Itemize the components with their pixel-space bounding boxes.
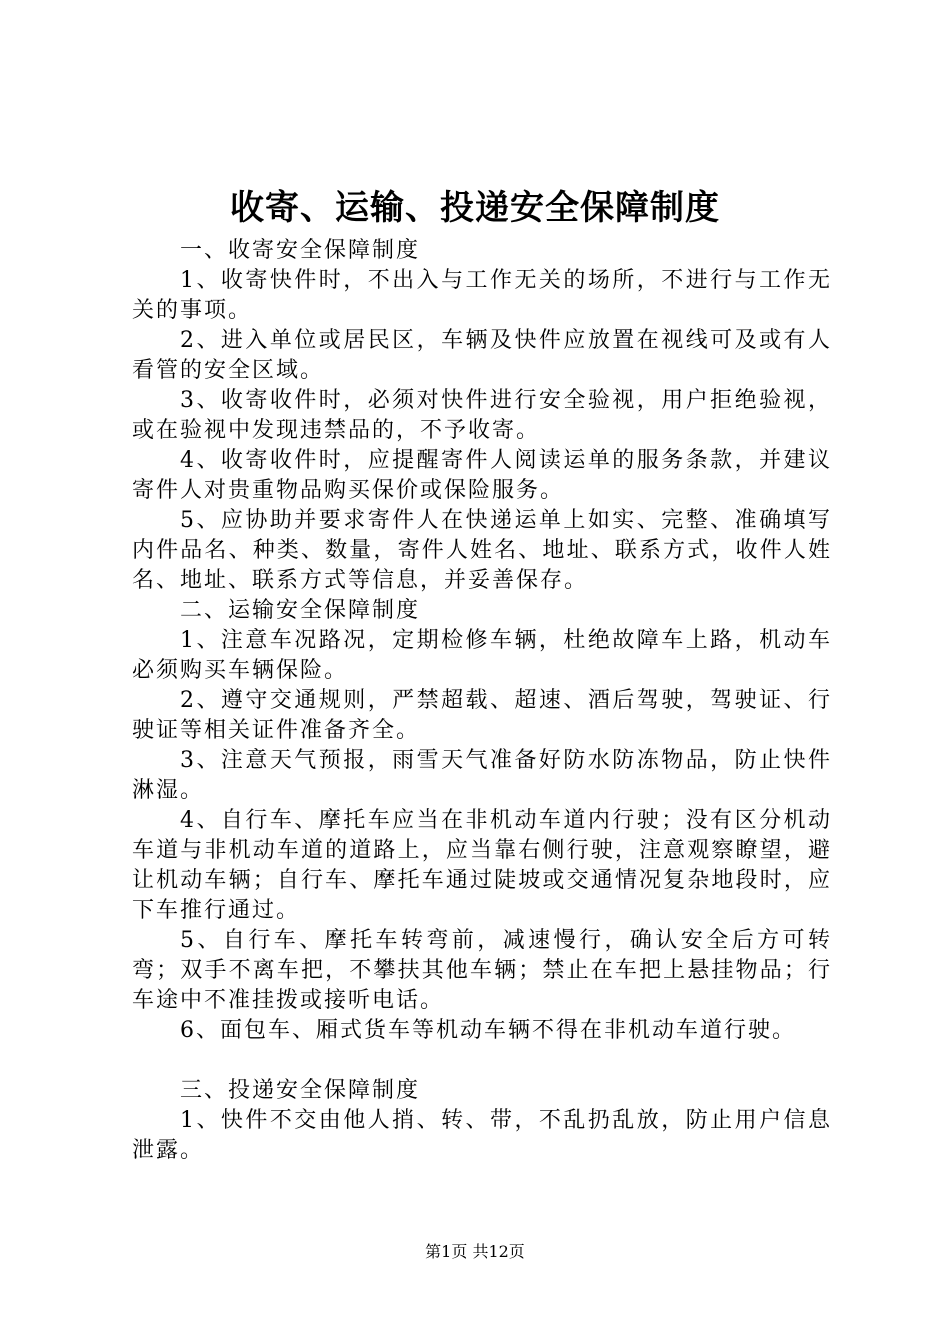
paragraph: 3、注意天气预报，雨雪天气准备好防水防冻物品，防止快件淋湿。 xyxy=(132,748,832,803)
blank-line xyxy=(132,1046,832,1076)
document-title: 收寄、运输、投递安全保障制度 xyxy=(230,188,720,228)
document-body xyxy=(132,236,832,1166)
page-number: 第1页 共12页 xyxy=(425,1242,525,1261)
paragraph: 2、遵守交通规则，严禁超载、超速、酒后驾驶，驾驶证、行驶证等相关证件准备齐全。 xyxy=(132,688,832,743)
section-heading: 二、运输安全保障制度 xyxy=(180,598,421,623)
paragraph: 5、应协助并要求寄件人在快递运单上如实、完整、准确填写内件品名、种类、数量，寄件人姓名、地址、联系方式，收件人姓名、地址、联系方式等信息，并妥善保存。 xyxy=(132,508,832,593)
paragraph: 4、自行车、摩托车应当在非机动车道内行驶；没有区分机动车道与非机动车道的道路上，应当靠右侧行驶，注意观察瞭望，避让机动车辆；自行车、摩托车通过陡坡或交通情况复杂地段时，应下车推行通过。 xyxy=(132,808,832,923)
paragraph: 1、注意车况路况，定期检修车辆，杜绝故障车上路，机动车必须购买车辆保险。 xyxy=(132,628,832,683)
paragraph: 6、面包车、厢式货车等机动车辆不得在非机动车道行驶。 xyxy=(180,1018,796,1043)
paragraph: 1、快件不交由他人捎、转、带，不乱扔乱放，防止用户信息泄露。 xyxy=(132,1108,832,1163)
section-heading: 三、投递安全保障制度 xyxy=(180,1078,421,1103)
paragraph: 4、收寄收件时，应提醒寄件人阅读运单的服务条款，并建议寄件人对贵重物品购买保价或保险服务。 xyxy=(132,448,832,503)
section-heading: 一、收寄安全保障制度 xyxy=(180,238,421,263)
paragraph: 2、进入单位或居民区，车辆及快件应放置在视线可及或有人看管的安全区域。 xyxy=(132,328,832,383)
paragraph: 5、自行车、摩托车转弯前，减速慢行，确认安全后方可转弯；双手不离车把，不攀扶其他车辆；禁止在车把上悬挂物品；行车途中不准挂拨或接听电话。 xyxy=(132,928,832,1013)
paragraph: 1、收寄快件时，不出入与工作无关的场所，不进行与工作无关的事项。 xyxy=(132,268,832,323)
paragraph: 3、收寄收件时，必须对快件进行安全验视，用户拒绝验视，或在验视中发现违禁品的，不予收寄。 xyxy=(132,388,832,443)
